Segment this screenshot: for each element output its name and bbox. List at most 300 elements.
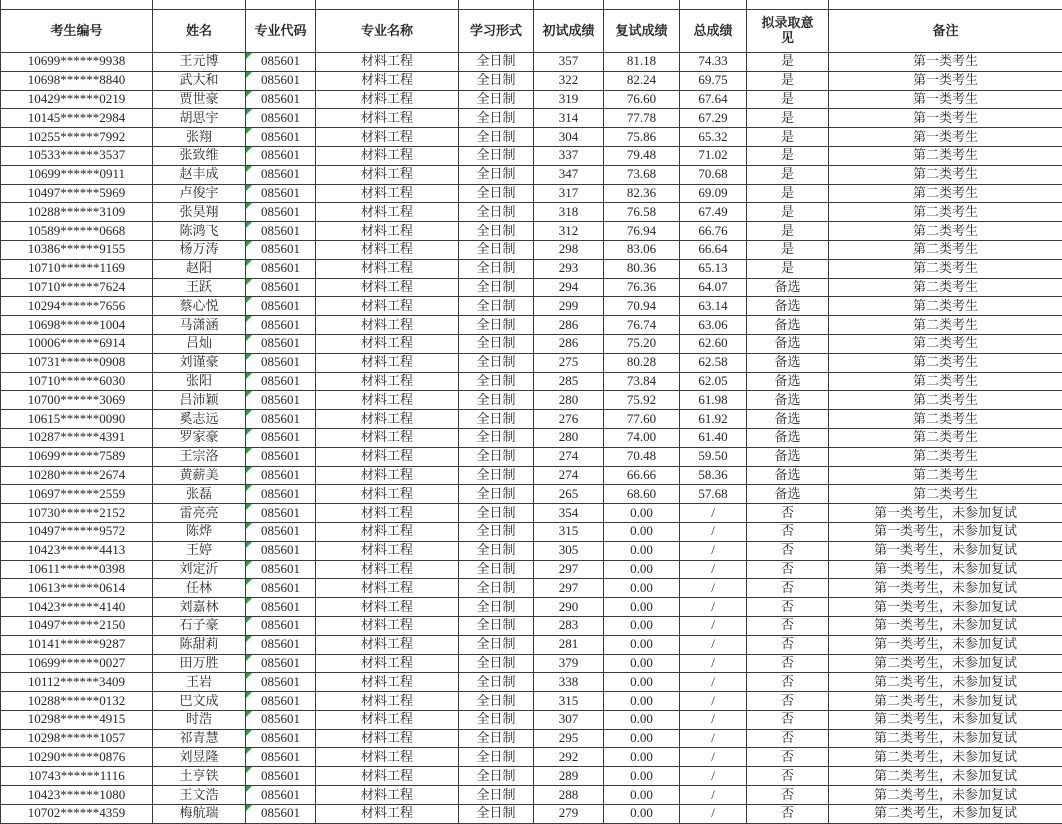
cell-major_code[interactable]: [246, 128, 316, 147]
cell-total_score[interactable]: [680, 804, 747, 823]
cell-retest_score[interactable]: [604, 748, 680, 767]
cell-remark[interactable]: [829, 748, 1062, 767]
cell-study_form[interactable]: [459, 353, 534, 372]
cell-study_form[interactable]: [459, 522, 534, 541]
cell-name[interactable]: [153, 334, 246, 353]
cell-admission_opinion[interactable]: [747, 90, 829, 109]
cell-admission_opinion[interactable]: [747, 71, 829, 90]
cell-retest_score[interactable]: [604, 635, 680, 654]
cell-initial_score[interactable]: [534, 428, 604, 447]
cell-id[interactable]: [1, 504, 153, 523]
cell-initial_score[interactable]: [534, 203, 604, 222]
cell-name[interactable]: [153, 560, 246, 579]
cell-initial_score[interactable]: [534, 560, 604, 579]
cell-study_form[interactable]: [459, 804, 534, 823]
cell-retest_score[interactable]: [604, 466, 680, 485]
cell-remark[interactable]: [829, 710, 1062, 729]
cell-name[interactable]: [153, 128, 246, 147]
cell-study_form[interactable]: [459, 635, 534, 654]
cell-retest_score[interactable]: [604, 278, 680, 297]
cell-study_form[interactable]: [459, 485, 534, 504]
cell-name[interactable]: [153, 485, 246, 504]
cell-remark[interactable]: [829, 767, 1062, 786]
cell-remark[interactable]: [829, 447, 1062, 466]
cell-major_name[interactable]: [316, 579, 459, 598]
empty-cell-retest_score[interactable]: [604, 0, 680, 10]
cell-remark[interactable]: [829, 466, 1062, 485]
cell-admission_opinion[interactable]: [747, 428, 829, 447]
cell-major_code[interactable]: [246, 748, 316, 767]
column-header-remark[interactable]: [829, 10, 1062, 53]
cell-total_score[interactable]: [680, 692, 747, 711]
cell-total_score[interactable]: [680, 428, 747, 447]
cell-total_score[interactable]: [680, 334, 747, 353]
cell-study_form[interactable]: [459, 710, 534, 729]
cell-admission_opinion[interactable]: [747, 616, 829, 635]
cell-study_form[interactable]: [459, 598, 534, 617]
cell-name[interactable]: [153, 447, 246, 466]
cell-name[interactable]: [153, 165, 246, 184]
cell-id[interactable]: [1, 748, 153, 767]
cell-major_name[interactable]: [316, 692, 459, 711]
empty-cell-name[interactable]: [153, 0, 246, 10]
cell-major_name[interactable]: [316, 654, 459, 673]
cell-study_form[interactable]: [459, 692, 534, 711]
cell-name[interactable]: [153, 53, 246, 72]
cell-major_code[interactable]: [246, 109, 316, 128]
cell-name[interactable]: [153, 109, 246, 128]
cell-initial_score[interactable]: [534, 259, 604, 278]
cell-id[interactable]: [1, 541, 153, 560]
cell-remark[interactable]: [829, 804, 1062, 823]
cell-total_score[interactable]: [680, 90, 747, 109]
cell-name[interactable]: [153, 673, 246, 692]
cell-major_name[interactable]: [316, 334, 459, 353]
cell-name[interactable]: [153, 184, 246, 203]
cell-name[interactable]: [153, 391, 246, 410]
cell-name[interactable]: [153, 240, 246, 259]
cell-id[interactable]: [1, 673, 153, 692]
empty-cell-id[interactable]: [1, 0, 153, 10]
cell-name[interactable]: [153, 598, 246, 617]
cell-total_score[interactable]: [680, 710, 747, 729]
cell-initial_score[interactable]: [534, 748, 604, 767]
cell-id[interactable]: [1, 729, 153, 748]
cell-name[interactable]: [153, 146, 246, 165]
cell-retest_score[interactable]: [604, 485, 680, 504]
cell-study_form[interactable]: [459, 560, 534, 579]
cell-initial_score[interactable]: [534, 635, 604, 654]
cell-study_form[interactable]: [459, 466, 534, 485]
cell-remark[interactable]: [829, 786, 1062, 805]
cell-initial_score[interactable]: [534, 240, 604, 259]
empty-cell-study_form[interactable]: [459, 0, 534, 10]
cell-remark[interactable]: [829, 90, 1062, 109]
cell-name[interactable]: [153, 316, 246, 335]
cell-total_score[interactable]: [680, 297, 747, 316]
cell-retest_score[interactable]: [604, 203, 680, 222]
cell-study_form[interactable]: [459, 297, 534, 316]
cell-major_code[interactable]: [246, 673, 316, 692]
cell-initial_score[interactable]: [534, 447, 604, 466]
cell-retest_score[interactable]: [604, 109, 680, 128]
cell-initial_score[interactable]: [534, 316, 604, 335]
column-header-major_name[interactable]: [316, 10, 459, 53]
cell-admission_opinion[interactable]: [747, 767, 829, 786]
cell-major_name[interactable]: [316, 128, 459, 147]
cell-id[interactable]: [1, 391, 153, 410]
cell-major_code[interactable]: [246, 485, 316, 504]
cell-remark[interactable]: [829, 184, 1062, 203]
cell-remark[interactable]: [829, 297, 1062, 316]
cell-study_form[interactable]: [459, 767, 534, 786]
cell-admission_opinion[interactable]: [747, 165, 829, 184]
cell-major_code[interactable]: [246, 71, 316, 90]
cell-initial_score[interactable]: [534, 278, 604, 297]
cell-remark[interactable]: [829, 729, 1062, 748]
cell-name[interactable]: [153, 710, 246, 729]
cell-admission_opinion[interactable]: [747, 804, 829, 823]
empty-cell-admission_opinion[interactable]: [747, 0, 829, 10]
cell-id[interactable]: [1, 90, 153, 109]
cell-id[interactable]: [1, 53, 153, 72]
cell-major_code[interactable]: [246, 240, 316, 259]
cell-remark[interactable]: [829, 485, 1062, 504]
cell-initial_score[interactable]: [534, 71, 604, 90]
cell-major_code[interactable]: [246, 710, 316, 729]
cell-major_name[interactable]: [316, 560, 459, 579]
cell-remark[interactable]: [829, 598, 1062, 617]
cell-id[interactable]: [1, 710, 153, 729]
cell-admission_opinion[interactable]: [747, 710, 829, 729]
cell-major_code[interactable]: [246, 635, 316, 654]
column-header-total_score[interactable]: [680, 10, 747, 53]
cell-retest_score[interactable]: [604, 334, 680, 353]
cell-initial_score[interactable]: [534, 673, 604, 692]
cell-study_form[interactable]: [459, 222, 534, 241]
cell-name[interactable]: [153, 635, 246, 654]
cell-study_form[interactable]: [459, 410, 534, 429]
cell-study_form[interactable]: [459, 654, 534, 673]
cell-major_code[interactable]: [246, 203, 316, 222]
cell-retest_score[interactable]: [604, 560, 680, 579]
cell-retest_score[interactable]: [604, 767, 680, 786]
cell-admission_opinion[interactable]: [747, 410, 829, 429]
cell-initial_score[interactable]: [534, 767, 604, 786]
cell-total_score[interactable]: [680, 767, 747, 786]
cell-study_form[interactable]: [459, 786, 534, 805]
cell-initial_score[interactable]: [534, 710, 604, 729]
cell-id[interactable]: [1, 259, 153, 278]
cell-major_name[interactable]: [316, 53, 459, 72]
cell-name[interactable]: [153, 278, 246, 297]
cell-major_code[interactable]: [246, 146, 316, 165]
cell-major_code[interactable]: [246, 786, 316, 805]
cell-retest_score[interactable]: [604, 184, 680, 203]
cell-retest_score[interactable]: [604, 259, 680, 278]
cell-total_score[interactable]: [680, 616, 747, 635]
cell-name[interactable]: [153, 466, 246, 485]
cell-id[interactable]: [1, 71, 153, 90]
cell-major_code[interactable]: [246, 391, 316, 410]
cell-major_code[interactable]: [246, 353, 316, 372]
cell-admission_opinion[interactable]: [747, 541, 829, 560]
column-header-study_form[interactable]: [459, 10, 534, 53]
cell-major_name[interactable]: [316, 748, 459, 767]
cell-admission_opinion[interactable]: [747, 598, 829, 617]
cell-initial_score[interactable]: [534, 353, 604, 372]
cell-major_name[interactable]: [316, 541, 459, 560]
cell-study_form[interactable]: [459, 316, 534, 335]
cell-id[interactable]: [1, 334, 153, 353]
cell-id[interactable]: [1, 297, 153, 316]
cell-retest_score[interactable]: [604, 786, 680, 805]
cell-major_name[interactable]: [316, 522, 459, 541]
cell-id[interactable]: [1, 767, 153, 786]
cell-study_form[interactable]: [459, 541, 534, 560]
cell-total_score[interactable]: [680, 410, 747, 429]
cell-major_name[interactable]: [316, 673, 459, 692]
cell-initial_score[interactable]: [534, 109, 604, 128]
cell-major_name[interactable]: [316, 767, 459, 786]
cell-retest_score[interactable]: [604, 579, 680, 598]
cell-total_score[interactable]: [680, 447, 747, 466]
cell-remark[interactable]: [829, 560, 1062, 579]
cell-major_name[interactable]: [316, 203, 459, 222]
cell-total_score[interactable]: [680, 654, 747, 673]
cell-study_form[interactable]: [459, 259, 534, 278]
cell-id[interactable]: [1, 485, 153, 504]
cell-major_name[interactable]: [316, 428, 459, 447]
cell-total_score[interactable]: [680, 391, 747, 410]
cell-initial_score[interactable]: [534, 485, 604, 504]
cell-id[interactable]: [1, 240, 153, 259]
cell-major_name[interactable]: [316, 786, 459, 805]
cell-initial_score[interactable]: [534, 222, 604, 241]
cell-study_form[interactable]: [459, 579, 534, 598]
cell-major_code[interactable]: [246, 259, 316, 278]
cell-remark[interactable]: [829, 504, 1062, 523]
cell-name[interactable]: [153, 579, 246, 598]
cell-admission_opinion[interactable]: [747, 560, 829, 579]
cell-name[interactable]: [153, 90, 246, 109]
cell-remark[interactable]: [829, 316, 1062, 335]
cell-major_code[interactable]: [246, 616, 316, 635]
cell-name[interactable]: [153, 767, 246, 786]
cell-initial_score[interactable]: [534, 466, 604, 485]
cell-major_name[interactable]: [316, 353, 459, 372]
cell-id[interactable]: [1, 560, 153, 579]
cell-major_name[interactable]: [316, 297, 459, 316]
cell-major_name[interactable]: [316, 485, 459, 504]
cell-admission_opinion[interactable]: [747, 692, 829, 711]
cell-id[interactable]: [1, 579, 153, 598]
cell-study_form[interactable]: [459, 504, 534, 523]
cell-major_name[interactable]: [316, 447, 459, 466]
cell-initial_score[interactable]: [534, 616, 604, 635]
cell-initial_score[interactable]: [534, 692, 604, 711]
cell-major_name[interactable]: [316, 109, 459, 128]
cell-major_name[interactable]: [316, 504, 459, 523]
cell-id[interactable]: [1, 692, 153, 711]
cell-major_name[interactable]: [316, 729, 459, 748]
cell-major_name[interactable]: [316, 222, 459, 241]
cell-id[interactable]: [1, 598, 153, 617]
empty-cell-initial_score[interactable]: [534, 0, 604, 10]
cell-major_name[interactable]: [316, 710, 459, 729]
cell-remark[interactable]: [829, 128, 1062, 147]
cell-total_score[interactable]: [680, 222, 747, 241]
cell-major_name[interactable]: [316, 278, 459, 297]
cell-major_name[interactable]: [316, 184, 459, 203]
cell-total_score[interactable]: [680, 466, 747, 485]
cell-major_code[interactable]: [246, 316, 316, 335]
cell-study_form[interactable]: [459, 428, 534, 447]
cell-initial_score[interactable]: [534, 654, 604, 673]
cell-retest_score[interactable]: [604, 504, 680, 523]
cell-major_code[interactable]: [246, 297, 316, 316]
cell-study_form[interactable]: [459, 71, 534, 90]
cell-initial_score[interactable]: [534, 541, 604, 560]
cell-study_form[interactable]: [459, 729, 534, 748]
cell-retest_score[interactable]: [604, 146, 680, 165]
cell-major_code[interactable]: [246, 729, 316, 748]
cell-major_name[interactable]: [316, 616, 459, 635]
cell-total_score[interactable]: [680, 485, 747, 504]
cell-study_form[interactable]: [459, 334, 534, 353]
cell-admission_opinion[interactable]: [747, 334, 829, 353]
cell-major_code[interactable]: [246, 804, 316, 823]
cell-major_code[interactable]: [246, 598, 316, 617]
cell-remark[interactable]: [829, 692, 1062, 711]
cell-total_score[interactable]: [680, 560, 747, 579]
cell-remark[interactable]: [829, 522, 1062, 541]
cell-admission_opinion[interactable]: [747, 372, 829, 391]
cell-major_name[interactable]: [316, 240, 459, 259]
cell-retest_score[interactable]: [604, 53, 680, 72]
cell-study_form[interactable]: [459, 109, 534, 128]
cell-total_score[interactable]: [680, 128, 747, 147]
cell-total_score[interactable]: [680, 372, 747, 391]
cell-study_form[interactable]: [459, 146, 534, 165]
cell-remark[interactable]: [829, 654, 1062, 673]
cell-major_name[interactable]: [316, 635, 459, 654]
cell-admission_opinion[interactable]: [747, 786, 829, 805]
cell-retest_score[interactable]: [604, 90, 680, 109]
cell-admission_opinion[interactable]: [747, 729, 829, 748]
cell-remark[interactable]: [829, 428, 1062, 447]
cell-total_score[interactable]: [680, 316, 747, 335]
cell-admission_opinion[interactable]: [747, 748, 829, 767]
cell-name[interactable]: [153, 616, 246, 635]
cell-name[interactable]: [153, 297, 246, 316]
cell-initial_score[interactable]: [534, 90, 604, 109]
cell-major_code[interactable]: [246, 165, 316, 184]
cell-major_name[interactable]: [316, 90, 459, 109]
cell-total_score[interactable]: [680, 278, 747, 297]
cell-retest_score[interactable]: [604, 128, 680, 147]
cell-name[interactable]: [153, 522, 246, 541]
cell-study_form[interactable]: [459, 391, 534, 410]
cell-admission_opinion[interactable]: [747, 316, 829, 335]
cell-id[interactable]: [1, 447, 153, 466]
cell-initial_score[interactable]: [534, 598, 604, 617]
cell-remark[interactable]: [829, 334, 1062, 353]
cell-retest_score[interactable]: [604, 372, 680, 391]
cell-total_score[interactable]: [680, 635, 747, 654]
cell-name[interactable]: [153, 259, 246, 278]
cell-study_form[interactable]: [459, 447, 534, 466]
cell-admission_opinion[interactable]: [747, 278, 829, 297]
cell-initial_score[interactable]: [534, 128, 604, 147]
cell-retest_score[interactable]: [604, 71, 680, 90]
cell-retest_score[interactable]: [604, 804, 680, 823]
cell-initial_score[interactable]: [534, 146, 604, 165]
cell-retest_score[interactable]: [604, 222, 680, 241]
cell-id[interactable]: [1, 278, 153, 297]
cell-name[interactable]: [153, 353, 246, 372]
cell-major_code[interactable]: [246, 541, 316, 560]
cell-initial_score[interactable]: [534, 786, 604, 805]
empty-cell-total_score[interactable]: [680, 0, 747, 10]
cell-retest_score[interactable]: [604, 729, 680, 748]
cell-admission_opinion[interactable]: [747, 259, 829, 278]
cell-major_code[interactable]: [246, 522, 316, 541]
cell-name[interactable]: [153, 203, 246, 222]
cell-major_code[interactable]: [246, 428, 316, 447]
cell-initial_score[interactable]: [534, 804, 604, 823]
cell-major_name[interactable]: [316, 71, 459, 90]
cell-admission_opinion[interactable]: [747, 522, 829, 541]
cell-retest_score[interactable]: [604, 673, 680, 692]
cell-major_code[interactable]: [246, 560, 316, 579]
cell-initial_score[interactable]: [534, 579, 604, 598]
cell-major_code[interactable]: [246, 372, 316, 391]
cell-id[interactable]: [1, 353, 153, 372]
cell-total_score[interactable]: [680, 165, 747, 184]
column-header-name[interactable]: [153, 10, 246, 53]
cell-total_score[interactable]: [680, 109, 747, 128]
cell-initial_score[interactable]: [534, 391, 604, 410]
cell-admission_opinion[interactable]: [747, 504, 829, 523]
cell-total_score[interactable]: [680, 598, 747, 617]
column-header-admission_opinion[interactable]: [747, 10, 829, 53]
cell-study_form[interactable]: [459, 53, 534, 72]
cell-remark[interactable]: [829, 53, 1062, 72]
cell-major_name[interactable]: [316, 146, 459, 165]
cell-admission_opinion[interactable]: [747, 391, 829, 410]
cell-name[interactable]: [153, 692, 246, 711]
cell-id[interactable]: [1, 804, 153, 823]
cell-admission_opinion[interactable]: [747, 673, 829, 692]
cell-retest_score[interactable]: [604, 165, 680, 184]
cell-major_code[interactable]: [246, 410, 316, 429]
cell-study_form[interactable]: [459, 372, 534, 391]
cell-id[interactable]: [1, 616, 153, 635]
cell-id[interactable]: [1, 372, 153, 391]
cell-admission_opinion[interactable]: [747, 353, 829, 372]
cell-remark[interactable]: [829, 635, 1062, 654]
cell-study_form[interactable]: [459, 165, 534, 184]
cell-retest_score[interactable]: [604, 616, 680, 635]
cell-major_code[interactable]: [246, 504, 316, 523]
cell-total_score[interactable]: [680, 504, 747, 523]
cell-major_code[interactable]: [246, 334, 316, 353]
cell-retest_score[interactable]: [604, 710, 680, 729]
cell-id[interactable]: [1, 466, 153, 485]
cell-remark[interactable]: [829, 259, 1062, 278]
cell-id[interactable]: [1, 786, 153, 805]
